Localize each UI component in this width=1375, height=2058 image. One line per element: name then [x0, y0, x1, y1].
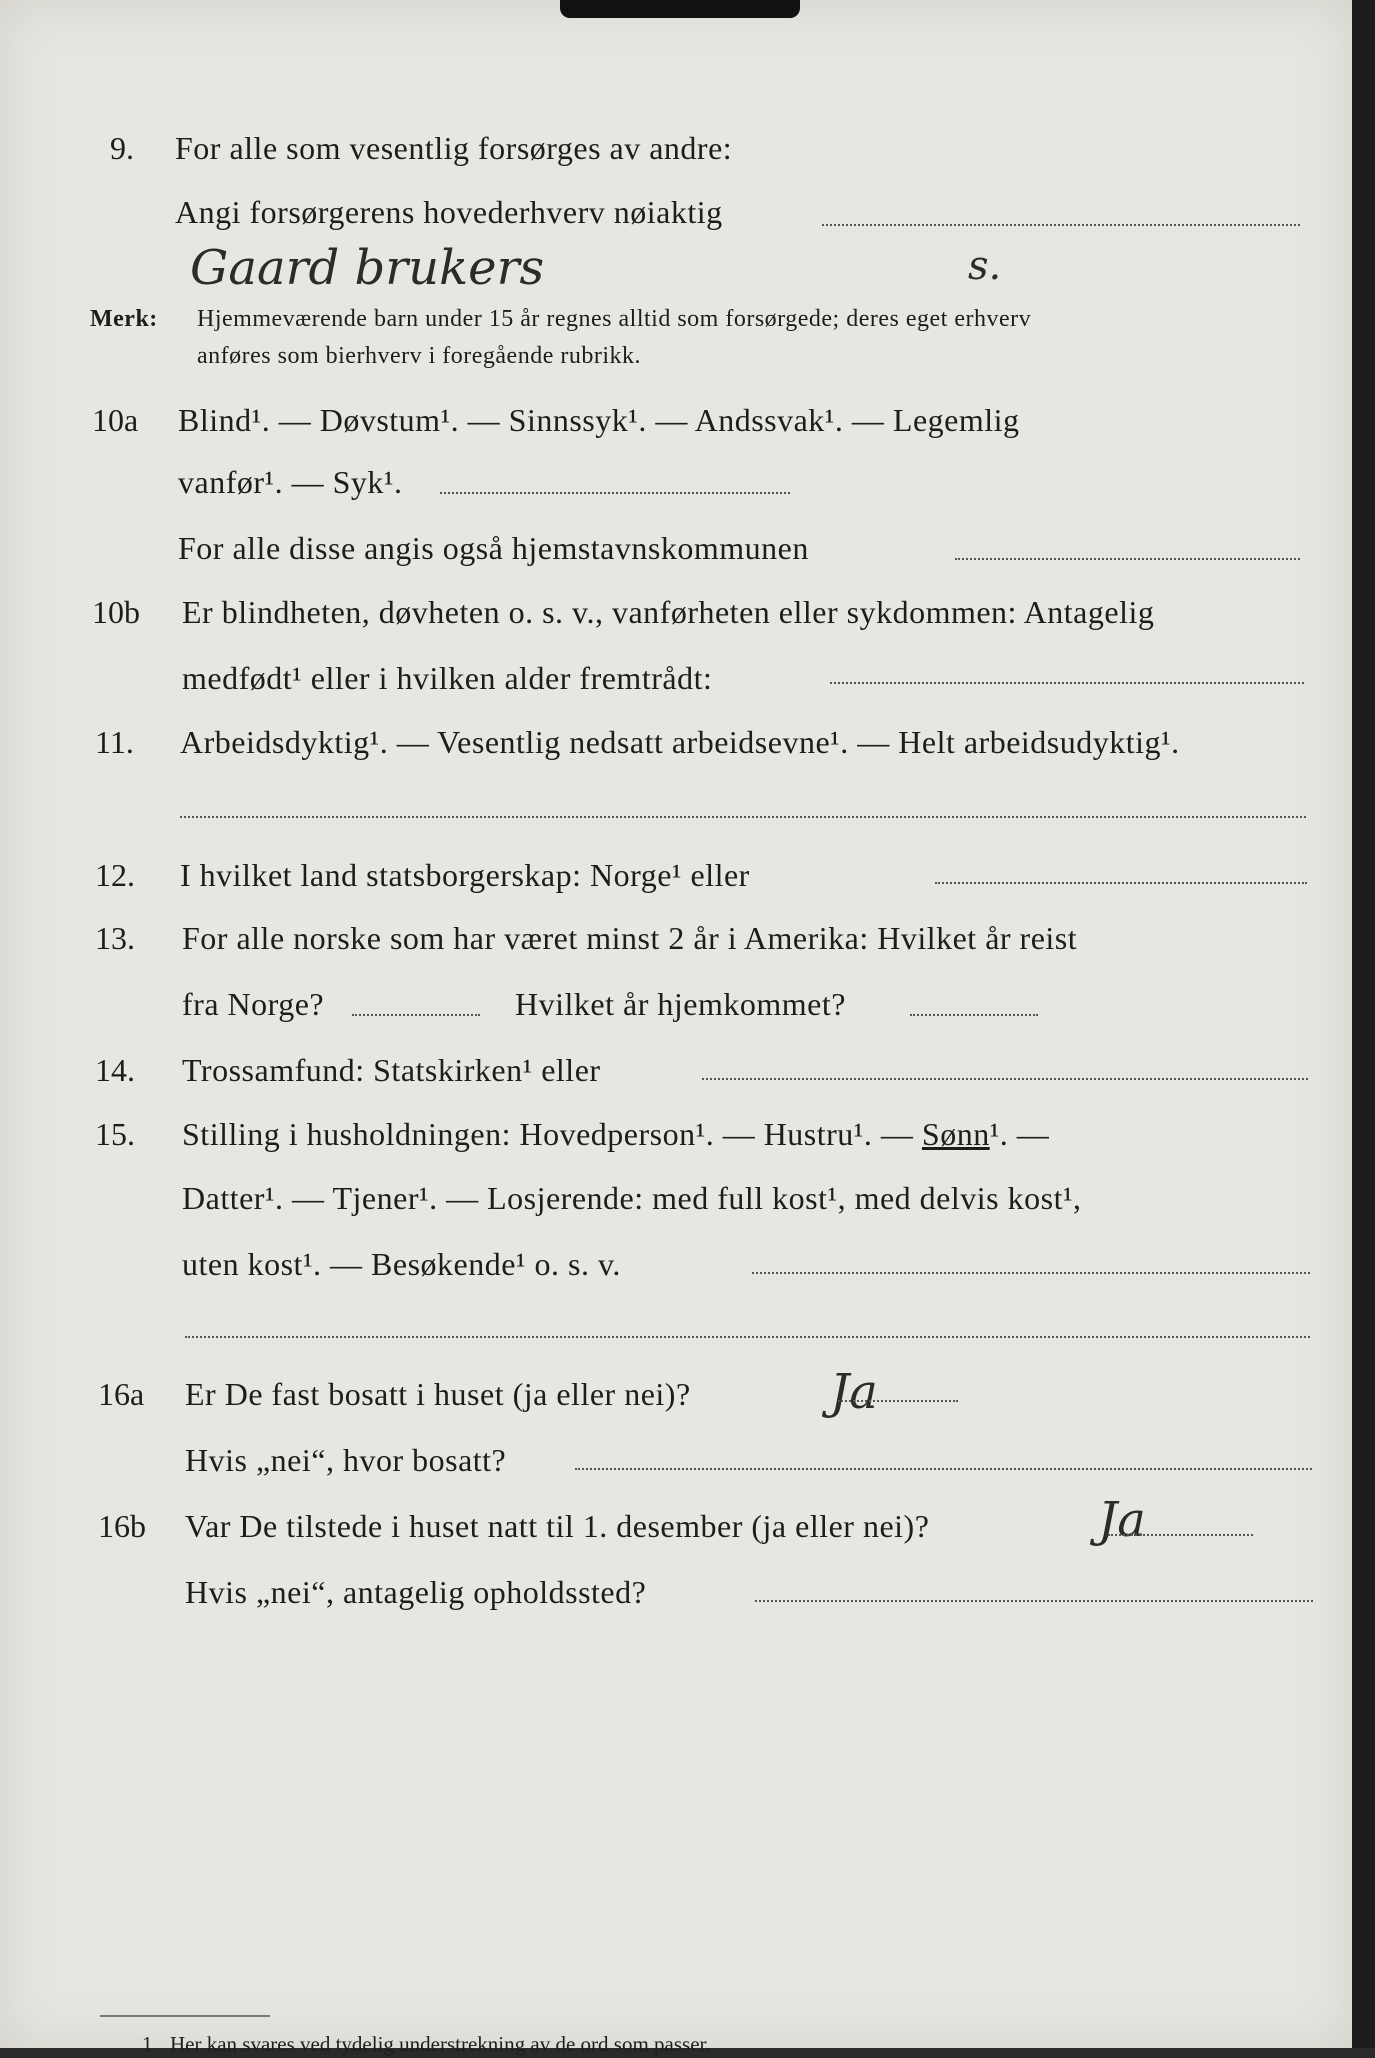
footnote-text: Her kan svares ved tydelig understrekning av de ord som passer.: [170, 2032, 711, 2056]
q12-dotted-field[interactable]: [935, 882, 1307, 884]
q14-line1: Trossamfund: Statskirken¹ eller: [182, 1052, 601, 1088]
q10b-number: 10b: [92, 594, 140, 630]
q15-dotted-field[interactable]: [752, 1272, 1310, 1274]
top-clip: [560, 0, 800, 18]
merk-label: Merk:: [90, 306, 158, 332]
q9-line2: Angi forsørgerens hovederhverv nøiaktig: [175, 194, 723, 230]
q10b-line2: medfødt¹ eller i hvilken alder fremtrådt:: [182, 660, 713, 696]
q16a-bosatt-field[interactable]: [575, 1468, 1312, 1470]
q15-number: 15.: [95, 1116, 135, 1152]
q9-number: 9.: [110, 130, 134, 166]
q16a-handwritten-answer: Ja: [830, 1364, 878, 1420]
q9-line1: For alle som vesentlig forsørges av andre:: [175, 130, 733, 166]
q13-number: 13.: [95, 920, 135, 956]
q13-line2a: fra Norge?: [182, 986, 325, 1022]
q15-soenn-underlined[interactable]: Sønn: [921, 1116, 990, 1152]
q16a-dotted-field[interactable]: [838, 1400, 958, 1402]
q10a-line2: vanfør¹. — Syk¹.: [178, 464, 403, 500]
q16a-number: 16a: [98, 1376, 145, 1412]
footnote-rule: [100, 2015, 270, 2017]
q10b-line1: Er blindheten, døvheten o. s. v., vanførheten eller sykdommen: Antagelig: [182, 594, 1155, 630]
q10a-dotted-field[interactable]: [440, 492, 790, 494]
q16b-number: 16b: [98, 1508, 146, 1544]
q11-dotted-field[interactable]: [180, 816, 1306, 818]
q15-line1a: Stilling i husholdningen: Hovedperson¹. — Hustru¹. —: [182, 1116, 922, 1152]
q16b-line2: Hvis „nei“, antagelig opholdssted?: [185, 1574, 647, 1610]
q16b-line1: Var De tilstede i huset natt til 1. desember (ja eller nei)?: [185, 1508, 930, 1544]
merk-line2: anføres som bierhverv i foregående rubrikk.: [197, 343, 642, 369]
q13-line2b: Hvilket år hjemkommet?: [515, 986, 846, 1022]
q10b-dotted-field[interactable]: [830, 682, 1304, 684]
q14-number: 14.: [95, 1052, 135, 1088]
q11-line1: Arbeidsdyktig¹. — Vesentlig nedsatt arbeidsevne¹. — Helt arbeidsudyktig¹.: [180, 724, 1180, 760]
q15-extra-dotted-field[interactable]: [185, 1336, 1310, 1338]
q15-line1b: ¹. —: [989, 1116, 1050, 1152]
q10a-line3: For alle disse angis også hjemstavnskommunen: [178, 530, 809, 566]
q10a-number: 10a: [92, 402, 139, 438]
q11-number: 11.: [95, 724, 134, 760]
q13-line1: For alle norske som har været minst 2 år i Amerika: Hvilket år reist: [182, 920, 1078, 956]
q13-hjemkommet-field[interactable]: [910, 1014, 1038, 1016]
q16a-line1: Er De fast bosatt i huset (ja eller nei)?: [185, 1376, 691, 1412]
q9-handwritten-note: s.: [968, 243, 1002, 289]
q13-reist-field[interactable]: [352, 1014, 480, 1016]
q16b-handwritten-answer: Ja: [1098, 1492, 1146, 1548]
q9-dotted-field[interactable]: [822, 224, 1300, 226]
q12-number: 12.: [95, 857, 135, 893]
scan-edge: [1352, 0, 1375, 2048]
q9-handwritten-answer: Gaard brukers: [190, 240, 545, 296]
q15-line1: [182, 1114, 1049, 1154]
q10a-hjemstavn-field[interactable]: [955, 558, 1300, 560]
q12-line1: I hvilket land statsborgerskap: Norge¹ eller: [180, 857, 750, 893]
q15-line3: uten kost¹. — Besøkende¹ o. s. v.: [182, 1246, 621, 1282]
footnote-marker: 1: [142, 2032, 153, 2056]
q16b-dotted-field[interactable]: [1108, 1534, 1253, 1536]
q16a-line2: Hvis „nei“, hvor bosatt?: [185, 1442, 507, 1478]
q15-line2: Datter¹. — Tjener¹. — Losjerende: med full kost¹, med delvis kost¹,: [182, 1180, 1082, 1216]
q16b-opholdssted-field[interactable]: [755, 1600, 1313, 1602]
q14-dotted-field[interactable]: [702, 1078, 1308, 1080]
q10a-line1: Blind¹. — Døvstum¹. — Sinnssyk¹. — Andssvak¹. — Legemlig: [178, 402, 1020, 438]
merk-line1: Hjemmeværende barn under 15 år regnes alltid som forsørgede; deres eget erhverv: [197, 306, 1032, 332]
